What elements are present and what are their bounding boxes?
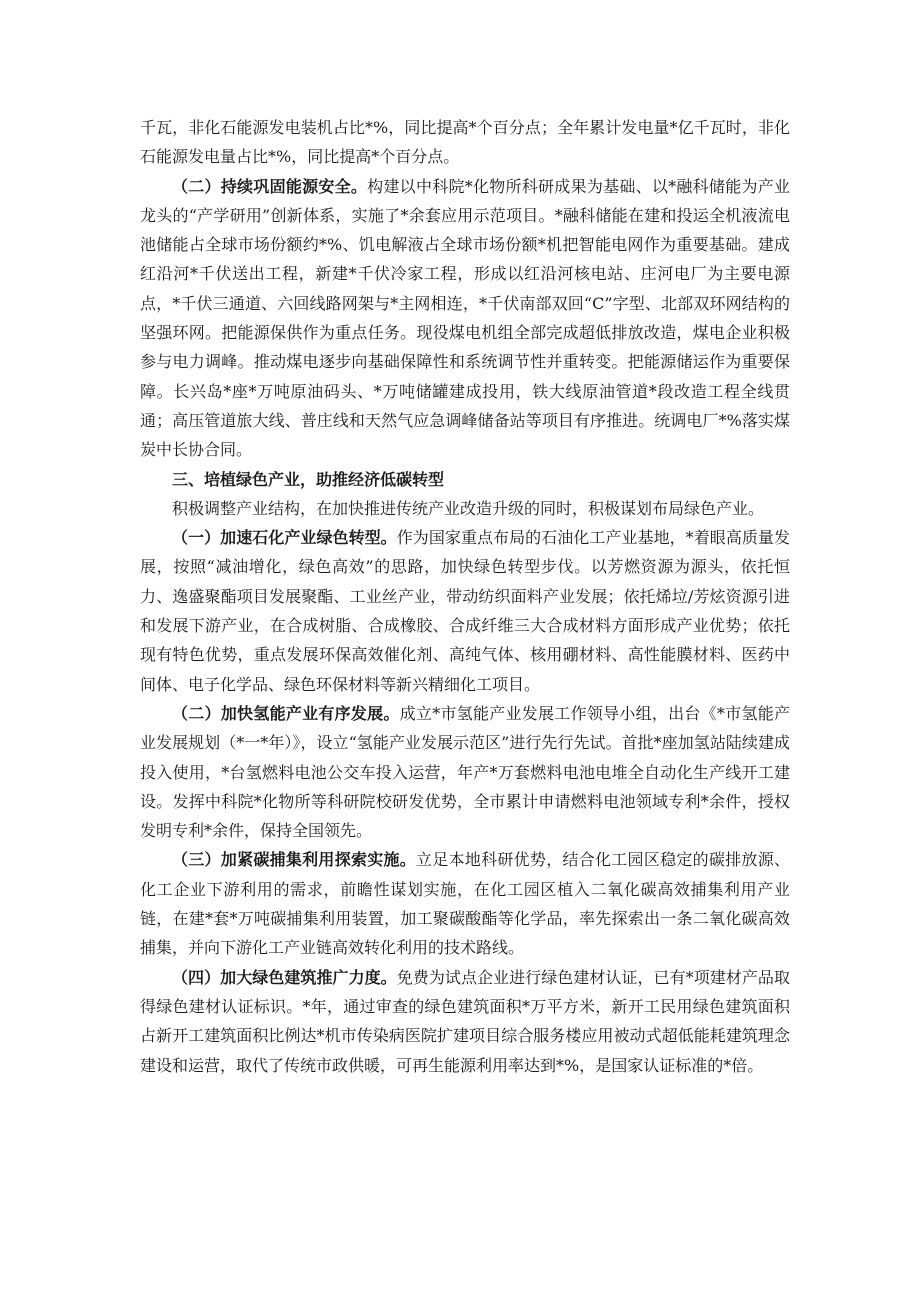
paragraph-energy-security — [140, 172, 790, 465]
paragraph-body: 千瓦，非化石能源发电装机占比*%，同比提高*个百分点；全年累计发电量*亿千瓦时，非化石能源发电量占比*%，同比提高*个百分点。 — [140, 118, 790, 167]
paragraph-lead-heading: （一）加速石化产业绿色转型。 — [172, 528, 397, 548]
paragraph-carbon-capture — [140, 845, 790, 962]
paragraph-lead-heading: （二）持续巩固能源安全。 — [172, 176, 368, 196]
paragraph-body: 立足本地科研优势，结合化工园区稳定的碳排放源、化工企业下游利用的需求，前瞻性谋划实施，在化工园区植入二氧化碳高效捕集利用产业链，在建*套*万吨碳捕集利用装置，加工聚碳酸酯等化学品，率先探索出一条二氧化碳高效捕集，并向下游化工产业链高效转化利用的技术路线。 — [140, 850, 790, 958]
paragraph-petrochemical — [140, 523, 790, 699]
paragraph-lead-heading: （三）加紧碳捕集利用探索实施。 — [172, 850, 417, 870]
paragraph-body: 成立*市氢能产业发展工作领导小组，出台《*市氢能产业发展规划（*一*年）》，设立“氢能产业发展示范区”进行先行先试。首批*座加氢站陆续建成投入使用，*台氢燃料电池公交车投入运营，年产*万套燃料电池电堆全自动化生产线开工建设。发挥中科院*化物所等科研院校研发优势，全市累计申请燃料电池领域专利*余件，授权发明专利*余件，保持全国领先。 — [140, 703, 790, 841]
paragraph-power-capacity — [140, 113, 790, 172]
paragraph-lead-heading: （二）加快氢能产业有序发展。 — [172, 703, 400, 723]
paragraph-body: 构建以中科院*化物所科研成果为基础、以*融科储能为产业龙头的“产学研用”创新体系，实施了*余套应用示范项目。*融科储能在建和投运全机液流电池储能占全球市场份额约*%、饥电解液占全球市场份额*机把智能电网作为重要基础。建成红沿河*千伏送出工程，新建*千伏冷家工程，形成以红沿河核电站、庄河电厂为主要电源点，*千伏三通道、六回线路网架与*主网相连，*千伏南部双回“C”字型、北部双环网结构的坚强环网。把能源保供作为重点任务。现役煤电机组全部完成超低排放改造，煤电企业积极参与电力调峰。推动煤电逐步向基础保障性和系统调节性并重转变。把能源储运作为重要保障。长兴岛*座*万吨原油码头、*万吨储罐建成投用，铁大线原油管道*段改造工程全线贯通；高压管道旅大线、普庄线和天然气应急调峰储备站等项目有序推进。统调电厂*%落实煤炭中长协合同。 — [140, 176, 790, 460]
paragraph-body: 作为国家重点布局的石油化工产业基地，*着眼高质量发展，按照“减油增化，绿色高效”的思路，加快绿色转型步伐。以芳燃资源为源头，依托恒力、逸盛聚酯项目发展聚酯、工业丝产业，带动纺织面料产业发展；依托烯垃/芳炫资源引进和发展下游产业，在合成树脂、合成橡胶、合成纤维三大合成材料方面形成产业优势；依托现有特色优势，重点发展环保高效催化剂、高纯气体、核用硼材料、高性能膜材料、医药中间体、电子化学品、绿色环保材料等新兴精细化工项目。 — [140, 528, 790, 694]
section-heading-green-industry: 三、培植绿色产业，助推经济低碳转型 — [172, 469, 445, 489]
paragraph-green-building — [140, 963, 790, 1080]
paragraph-body: 免费为试点企业进行绿色建材认证，已有*项建材产品取得绿色建材认证标识。*年，通过审查的绿色建筑面积*万平方米，新开工民用绿色建筑面积占新开工建筑面积比例达*机市传染病医院扩建项目综合服务楼应用被动式超低能耗建筑理念建设和运营，取代了传统市政供暖，可再生能源利用率达到*%，是国家认证标准的*倍。 — [140, 967, 790, 1075]
document-body — [140, 113, 790, 1080]
paragraph-body: 积极调整产业结构，在加快推进传统产业改造升级的同时，积极谋划布局绿色产业。 — [172, 498, 765, 518]
paragraph-industry-structure — [140, 494, 790, 523]
paragraph-lead-heading: （四）加大绿色建筑推广力度。 — [172, 967, 397, 987]
paragraph-hydrogen — [140, 699, 790, 845]
